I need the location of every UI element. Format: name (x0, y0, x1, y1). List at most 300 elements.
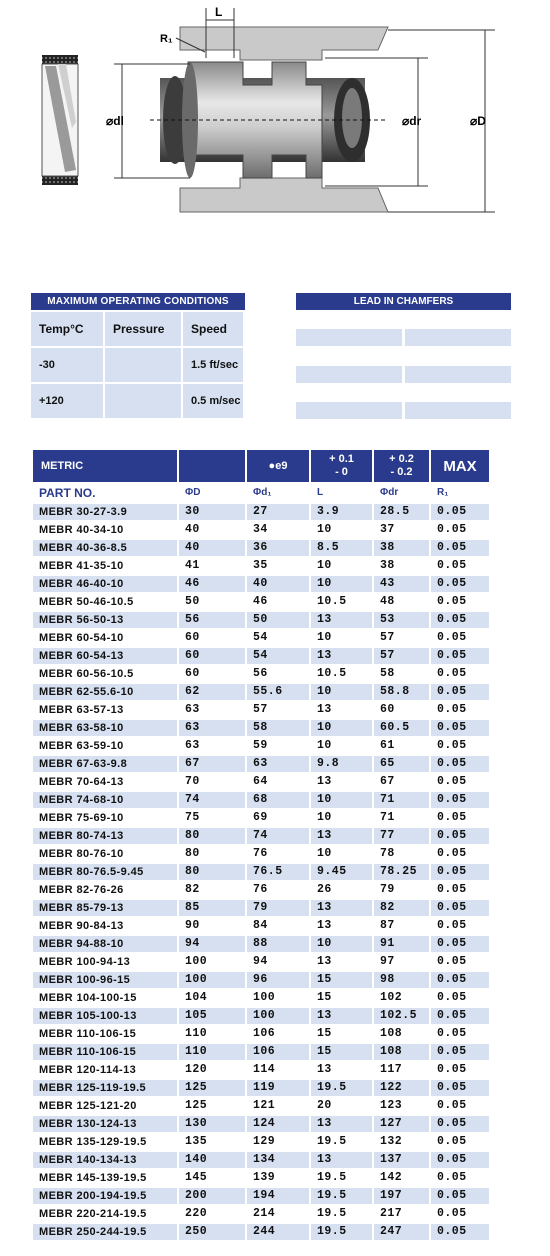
radius-value: 0.05 (431, 558, 489, 574)
length-value: 19.5 (311, 1170, 372, 1186)
table-row (33, 1008, 489, 1024)
id-value: 55.6 (247, 684, 309, 700)
dr-value: 57 (374, 648, 429, 664)
speed-imperial: 1.5 ft/sec (183, 348, 243, 382)
table-row (33, 918, 489, 934)
table-row (33, 630, 489, 646)
radius-value: 0.05 (431, 1098, 489, 1114)
dr-value: 71 (374, 810, 429, 826)
dr-value: 87 (374, 918, 429, 934)
radius-value: 0.05 (431, 1026, 489, 1042)
id-value: 100 (247, 990, 309, 1006)
part-number: MEBR 60-56-10.5 (33, 666, 177, 682)
tol-l-bottom: - 0 (335, 466, 348, 478)
od-value: 41 (179, 558, 245, 574)
radius-value: 0.05 (431, 900, 489, 916)
part-number: MEBR 80-74-13 (33, 828, 177, 844)
part-no-header: PART NO. (33, 484, 177, 502)
seal-diagram (0, 0, 550, 240)
part-number: MEBR 104-100-15 (33, 990, 177, 1006)
dr-value: 79 (374, 882, 429, 898)
od-value: 250 (179, 1224, 245, 1240)
length-value: 10 (311, 720, 372, 736)
table-row (33, 504, 489, 520)
id-value: 121 (247, 1098, 309, 1114)
od-value: 63 (179, 702, 245, 718)
length-value: 19.5 (311, 1188, 372, 1204)
od-value: 80 (179, 828, 245, 844)
radius-value: 0.05 (431, 972, 489, 988)
pressure-header: Pressure (105, 312, 181, 346)
part-number: MEBR 80-76-10 (33, 846, 177, 862)
part-number: MEBR 250-244-19.5 (33, 1224, 177, 1240)
temp-min: -30 (31, 348, 103, 382)
od-value: 145 (179, 1170, 245, 1186)
operating-conditions (31, 293, 245, 420)
length-value: 13 (311, 1152, 372, 1168)
metric-header: METRIC (33, 450, 177, 482)
part-number: MEBR 125-119-19.5 (33, 1080, 177, 1096)
part-number: MEBR 63-57-13 (33, 702, 177, 718)
lead-cell (296, 329, 402, 346)
od-value: 110 (179, 1044, 245, 1060)
table-row (33, 1026, 489, 1042)
part-number: MEBR 94-88-10 (33, 936, 177, 952)
id-value: 40 (247, 576, 309, 592)
part-number: MEBR 62-55.6-10 (33, 684, 177, 700)
id-value: 129 (247, 1134, 309, 1150)
table-row (33, 900, 489, 916)
table-row (33, 864, 489, 880)
od-value: 104 (179, 990, 245, 1006)
od-value: 30 (179, 504, 245, 520)
part-number: MEBR 90-84-13 (33, 918, 177, 934)
table-row (33, 1044, 489, 1060)
table-row (33, 1098, 489, 1114)
part-number: MEBR 200-194-19.5 (33, 1188, 177, 1204)
id-value: 84 (247, 918, 309, 934)
speed-header: Speed (183, 312, 243, 346)
length-value: 13 (311, 648, 372, 664)
length-value: 10.5 (311, 666, 372, 682)
dr-value: 217 (374, 1206, 429, 1222)
od-value: 85 (179, 900, 245, 916)
dr-value: 247 (374, 1224, 429, 1240)
tol-l-top: + 0.1 (329, 453, 354, 465)
dr-value: 197 (374, 1188, 429, 1204)
dr-value: 97 (374, 954, 429, 970)
radius-value: 0.05 (431, 720, 489, 736)
label-L: L (215, 5, 223, 19)
od-value: 46 (179, 576, 245, 592)
id-value: 214 (247, 1206, 309, 1222)
table-row (33, 792, 489, 808)
lead-row (296, 402, 511, 419)
part-number: MEBR 56-50-13 (33, 612, 177, 628)
id-value: 58 (247, 720, 309, 736)
radius-value: 0.05 (431, 504, 489, 520)
dr-value: 48 (374, 594, 429, 610)
length-value: 9.8 (311, 756, 372, 772)
part-number: MEBR 100-94-13 (33, 954, 177, 970)
length-value: 10 (311, 936, 372, 952)
temp-header: Temp°C (31, 312, 103, 346)
od-value: 40 (179, 522, 245, 538)
id-header: Φd₁ (247, 484, 309, 502)
dr-value: 122 (374, 1080, 429, 1096)
part-number: MEBR 145-139-19.5 (33, 1170, 177, 1186)
table-row (33, 702, 489, 718)
id-value: 124 (247, 1116, 309, 1132)
table-row (33, 1206, 489, 1222)
tolerance-d: ●e9 (247, 450, 309, 482)
id-value: 88 (247, 936, 309, 952)
table-row (33, 972, 489, 988)
id-value: 94 (247, 954, 309, 970)
table-row (33, 990, 489, 1006)
od-value: 105 (179, 1008, 245, 1024)
id-value: 50 (247, 612, 309, 628)
radius-value: 0.05 (431, 738, 489, 754)
dr-value: 78 (374, 846, 429, 862)
id-value: 36 (247, 540, 309, 556)
od-value: 75 (179, 810, 245, 826)
od-value: 60 (179, 666, 245, 682)
table-row (33, 666, 489, 682)
id-value: 57 (247, 702, 309, 718)
radius-value: 0.05 (431, 522, 489, 538)
radius-value: 0.05 (431, 1170, 489, 1186)
od-value: 50 (179, 594, 245, 610)
temp-max: +120 (31, 384, 103, 418)
part-number: MEBR 46-40-10 (33, 576, 177, 592)
id-value: 68 (247, 792, 309, 808)
part-number: MEBR 80-76.5-9.45 (33, 864, 177, 880)
part-number: MEBR 74-68-10 (33, 792, 177, 808)
length-value: 13 (311, 1008, 372, 1024)
od-value: 62 (179, 684, 245, 700)
dr-value: 38 (374, 558, 429, 574)
od-value: 200 (179, 1188, 245, 1204)
od-value: 125 (179, 1080, 245, 1096)
part-number: MEBR 120-114-13 (33, 1062, 177, 1078)
max-header: MAX (431, 450, 489, 482)
dr-value: 58 (374, 666, 429, 682)
id-value: 139 (247, 1170, 309, 1186)
part-number: MEBR 63-59-10 (33, 738, 177, 754)
radius-value: 0.05 (431, 846, 489, 862)
length-value: 10 (311, 522, 372, 538)
id-value: 134 (247, 1152, 309, 1168)
od-value: 60 (179, 648, 245, 664)
length-value: 15 (311, 990, 372, 1006)
length-value: 10 (311, 792, 372, 808)
part-number: MEBR 85-79-13 (33, 900, 177, 916)
tol-dr-top: + 0.2 (389, 453, 414, 465)
length-value: 15 (311, 972, 372, 988)
dr-value: 137 (374, 1152, 429, 1168)
od-value: 80 (179, 846, 245, 862)
length-value: 10 (311, 810, 372, 826)
od-value: 67 (179, 756, 245, 772)
table-row (33, 612, 489, 628)
table-row (33, 1116, 489, 1132)
table-row (33, 1062, 489, 1078)
lead-cell (405, 366, 511, 383)
table-row (33, 594, 489, 610)
radius-value: 0.05 (431, 576, 489, 592)
od-value: 100 (179, 954, 245, 970)
dr-value: 102.5 (374, 1008, 429, 1024)
id-value: 76.5 (247, 864, 309, 880)
radius-header: R₁ (431, 484, 489, 502)
id-value: 114 (247, 1062, 309, 1078)
part-number: MEBR 105-100-13 (33, 1008, 177, 1024)
dr-value: 78.25 (374, 864, 429, 880)
part-number: MEBR 75-69-10 (33, 810, 177, 826)
table-row (33, 648, 489, 664)
lead-cell (405, 402, 511, 419)
radius-value: 0.05 (431, 918, 489, 934)
dr-value: 37 (374, 522, 429, 538)
table-row (33, 810, 489, 826)
dr-value: 98 (374, 972, 429, 988)
table-row (33, 540, 489, 556)
radius-value: 0.05 (431, 594, 489, 610)
length-value: 26 (311, 882, 372, 898)
radius-value: 0.05 (431, 630, 489, 646)
radius-value: 0.05 (431, 1206, 489, 1222)
part-number: MEBR 50-46-10.5 (33, 594, 177, 610)
dr-value: 108 (374, 1044, 429, 1060)
od-value: 100 (179, 972, 245, 988)
id-value: 46 (247, 594, 309, 610)
dr-value: 67 (374, 774, 429, 790)
part-number: MEBR 30-27-3.9 (33, 504, 177, 520)
id-value: 119 (247, 1080, 309, 1096)
table-row (33, 720, 489, 736)
length-value: 13 (311, 1116, 372, 1132)
label-dr: ⌀dr (402, 114, 422, 128)
table-row (33, 522, 489, 538)
od-value: 63 (179, 738, 245, 754)
part-number: MEBR 40-36-8.5 (33, 540, 177, 556)
part-number: MEBR 135-129-19.5 (33, 1134, 177, 1150)
tolerance-l (311, 450, 372, 482)
tolerance-dr (374, 450, 429, 482)
lead-cell (405, 329, 511, 346)
od-value: 70 (179, 774, 245, 790)
part-number: MEBR 220-214-19.5 (33, 1206, 177, 1222)
radius-value: 0.05 (431, 1044, 489, 1060)
table-row (33, 774, 489, 790)
dr-value: 65 (374, 756, 429, 772)
length-value: 20 (311, 1098, 372, 1114)
part-number: MEBR 60-54-10 (33, 630, 177, 646)
radius-value: 0.05 (431, 1080, 489, 1096)
radius-value: 0.05 (431, 1224, 489, 1240)
lead-cell (296, 402, 402, 419)
table-row (33, 558, 489, 574)
od-value: 40 (179, 540, 245, 556)
od-value: 90 (179, 918, 245, 934)
length-value: 19.5 (311, 1224, 372, 1240)
dr-value: 142 (374, 1170, 429, 1186)
table-row (33, 1134, 489, 1150)
radius-value: 0.05 (431, 1152, 489, 1168)
operating-title: MAXIMUM OPERATING CONDITIONS (31, 293, 245, 310)
length-value: 13 (311, 900, 372, 916)
id-value: 69 (247, 810, 309, 826)
lead-cell (296, 366, 402, 383)
radius-value: 0.05 (431, 648, 489, 664)
dr-value: 57 (374, 630, 429, 646)
dr-value: 91 (374, 936, 429, 952)
radius-value: 0.05 (431, 756, 489, 772)
dr-value: 61 (374, 738, 429, 754)
dr-value: 77 (374, 828, 429, 844)
dr-value: 53 (374, 612, 429, 628)
od-value: 135 (179, 1134, 245, 1150)
radius-value: 0.05 (431, 774, 489, 790)
dr-value: 102 (374, 990, 429, 1006)
table-row (33, 1170, 489, 1186)
radius-value: 0.05 (431, 936, 489, 952)
length-value: 8.5 (311, 540, 372, 556)
length-value: 10 (311, 684, 372, 700)
label-R1: R₁ (160, 33, 173, 45)
part-number: MEBR 82-76-26 (33, 882, 177, 898)
table-row (33, 1224, 489, 1240)
lead-row (296, 329, 511, 346)
table-row (33, 576, 489, 592)
od-value: 63 (179, 720, 245, 736)
length-value: 15 (311, 1044, 372, 1060)
tol-dr-bottom: - 0.2 (390, 466, 413, 478)
length-header: L (311, 484, 372, 502)
id-value: 106 (247, 1044, 309, 1060)
dr-value: 58.8 (374, 684, 429, 700)
od-value: 60 (179, 630, 245, 646)
pressure-min (105, 348, 181, 382)
id-value: 56 (247, 666, 309, 682)
radius-value: 0.05 (431, 1062, 489, 1078)
radius-value: 0.05 (431, 810, 489, 826)
id-value: 54 (247, 630, 309, 646)
pressure-max (105, 384, 181, 418)
dr-value: 38 (374, 540, 429, 556)
id-value: 100 (247, 1008, 309, 1024)
radius-value: 0.05 (431, 1008, 489, 1024)
part-number: MEBR 140-134-13 (33, 1152, 177, 1168)
housing-bottom (180, 178, 388, 212)
dr-value: 127 (374, 1116, 429, 1132)
length-value: 10 (311, 576, 372, 592)
id-value: 59 (247, 738, 309, 754)
length-value: 10 (311, 558, 372, 574)
lead-in-chamfers (296, 293, 511, 419)
od-header: ΦD (179, 484, 245, 502)
id-value: 76 (247, 882, 309, 898)
length-value: 3.9 (311, 504, 372, 520)
id-value: 244 (247, 1224, 309, 1240)
dimensions-table (31, 448, 491, 1242)
id-value: 35 (247, 558, 309, 574)
length-value: 13 (311, 918, 372, 934)
od-value: 125 (179, 1098, 245, 1114)
part-number: MEBR 60-54-13 (33, 648, 177, 664)
lead-title: LEAD IN CHAMFERS (296, 293, 511, 310)
id-value: 194 (247, 1188, 309, 1204)
ring-side-view (42, 55, 78, 185)
id-value: 63 (247, 756, 309, 772)
dr-header: Φdr (374, 484, 429, 502)
length-value: 19.5 (311, 1080, 372, 1096)
table-row (33, 828, 489, 844)
length-value: 13 (311, 954, 372, 970)
length-value: 10 (311, 630, 372, 646)
dr-value: 71 (374, 792, 429, 808)
radius-value: 0.05 (431, 612, 489, 628)
id-value: 27 (247, 504, 309, 520)
table-row (33, 1188, 489, 1204)
table-row (33, 846, 489, 862)
label-dl: ⌀dl (106, 114, 124, 128)
dr-value: 108 (374, 1026, 429, 1042)
radius-value: 0.05 (431, 864, 489, 880)
length-value: 19.5 (311, 1134, 372, 1150)
table-row (33, 1080, 489, 1096)
dr-value: 43 (374, 576, 429, 592)
housing-top (180, 27, 388, 60)
length-value: 19.5 (311, 1206, 372, 1222)
table-row (33, 684, 489, 700)
part-number: MEBR 63-58-10 (33, 720, 177, 736)
od-value: 80 (179, 864, 245, 880)
dr-value: 132 (374, 1134, 429, 1150)
part-number: MEBR 40-34-10 (33, 522, 177, 538)
table-row (33, 1152, 489, 1168)
od-value: 120 (179, 1062, 245, 1078)
table-row (33, 954, 489, 970)
radius-value: 0.05 (431, 684, 489, 700)
part-number: MEBR 100-96-15 (33, 972, 177, 988)
radius-value: 0.05 (431, 792, 489, 808)
radius-value: 0.05 (431, 990, 489, 1006)
radius-value: 0.05 (431, 666, 489, 682)
id-value: 64 (247, 774, 309, 790)
speed-metric: 0.5 m/sec (183, 384, 243, 418)
id-value: 79 (247, 900, 309, 916)
od-value: 110 (179, 1026, 245, 1042)
part-number: MEBR 70-64-13 (33, 774, 177, 790)
dr-value: 123 (374, 1098, 429, 1114)
radius-value: 0.05 (431, 954, 489, 970)
tolerance-d-text: e9 (275, 459, 288, 472)
radius-value: 0.05 (431, 828, 489, 844)
part-number: MEBR 130-124-13 (33, 1116, 177, 1132)
length-value: 13 (311, 828, 372, 844)
dr-value: 60.5 (374, 720, 429, 736)
dr-value: 60 (374, 702, 429, 718)
radius-value: 0.05 (431, 1116, 489, 1132)
length-value: 10 (311, 738, 372, 754)
od-value: 82 (179, 882, 245, 898)
length-value: 10 (311, 846, 372, 862)
table-row (33, 882, 489, 898)
od-value: 220 (179, 1206, 245, 1222)
length-value: 15 (311, 1026, 372, 1042)
